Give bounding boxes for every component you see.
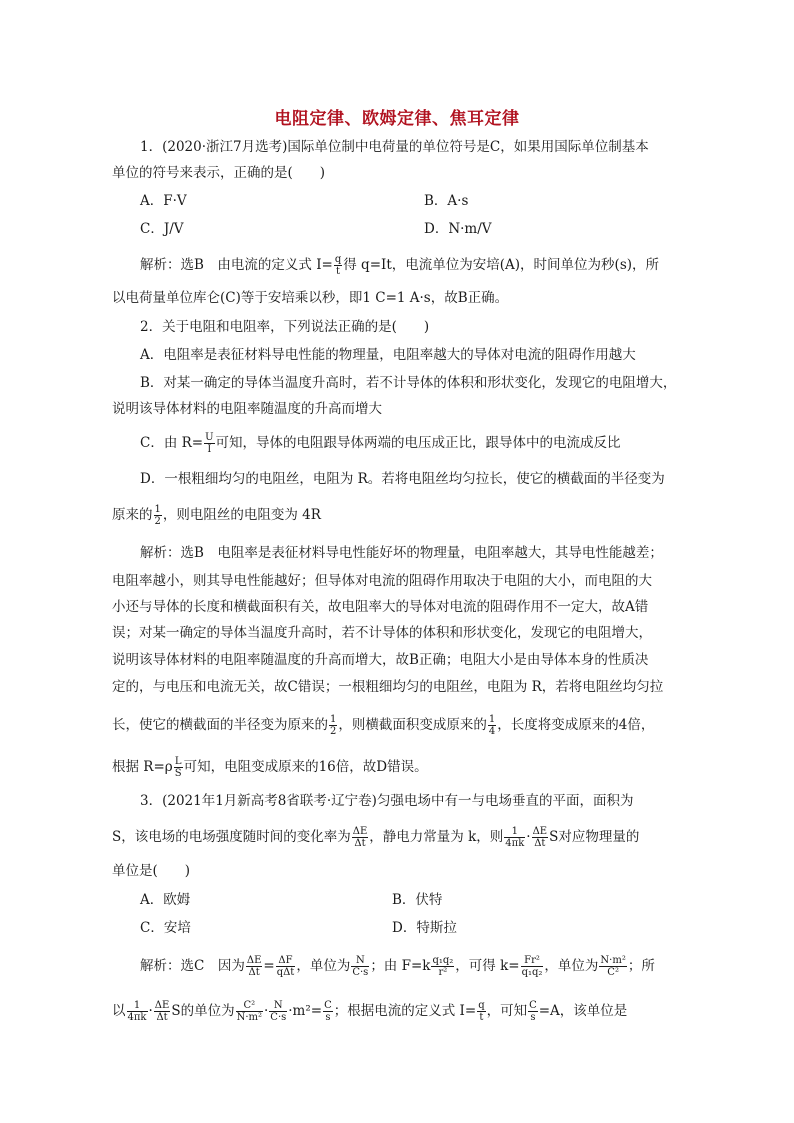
q2-explanation-line-6: 定的，与电压和电流无关，故C错误；一根粗细均匀的电阻丝，电阻为 R，若将电阻丝均匀拉	[112, 679, 664, 695]
numerator: 1	[504, 826, 525, 838]
fraction-delta-f-over-q-delta-t	[276, 955, 296, 978]
numerator: L	[174, 756, 182, 767]
text: 得 q=It，电流单位为安培(A)，时间单位为秒(s)，所	[343, 257, 660, 273]
numerator: N·m²	[600, 955, 626, 966]
denominator: t	[336, 266, 341, 277]
denominator: 2	[154, 516, 161, 527]
q2-option-d-line-1: D．一根粗细均匀的电阻丝，电阻为 R。若将电阻丝均匀拉长，使它的横截面的半径变为	[140, 471, 665, 487]
text: 可知，电阻变成原来的16倍，故D错误。	[183, 759, 428, 775]
denominator: s	[325, 1012, 331, 1023]
q2-stem: 2．关于电阻和电阻率，下列说法正确的是( )	[140, 319, 430, 335]
q3-stem-line-3: 单位是( )	[112, 863, 191, 879]
numerator: C²	[236, 1000, 263, 1012]
fraction-coulomb-law	[431, 955, 454, 978]
numerator: N	[351, 955, 369, 967]
numerator: ΔE	[154, 1000, 170, 1011]
numerator: N	[269, 1000, 287, 1012]
fraction-one-half	[329, 714, 337, 737]
q2-option-b-line-2: 说明该导体材料的电阻率随温度的升高而增大	[112, 401, 382, 417]
numerator: C	[529, 1000, 537, 1011]
fraction-q-over-t	[477, 1000, 485, 1023]
q1-option-b: B．A·s	[424, 193, 469, 209]
q1-option-d: D．N·m/V	[424, 221, 492, 237]
denominator: Δt	[534, 838, 546, 849]
fraction-one-over-4-pi-k	[504, 826, 525, 849]
fraction-delta-e-over-delta-t	[246, 955, 263, 978]
q3-stem-line-2: S，该电场的电场强度随时间的变化率为 $\frac{\Delta E}{\Delta t}$ ，静电力常量为 k，则 $\frac{1}{4\pi k}$ · $\frac{\Delta E}{\Delta t}$ S对应物理量的	[112, 826, 640, 849]
q1-stem-line-1: 1．(2020·浙江7月选考)国际单位制中电荷量的单位符号是C，如果用国际单位制基本	[140, 139, 649, 155]
q2-explanation-line-2: 电阻率越小，则其导电性能越好；但导体对电流的阻碍作用取决于电阻的大小，而电阻的大	[112, 573, 652, 589]
page-title: 电阻定律、欧姆定律、焦耳定律	[274, 109, 520, 129]
fraction-u-over-i	[204, 432, 214, 455]
numerator: ΔF	[276, 955, 296, 967]
q3-option-a: A．欧姆	[140, 892, 191, 908]
q3-option-d: D．特斯拉	[392, 920, 457, 936]
numerator: q₁q₂	[432, 955, 454, 966]
q1-explanation-line-2: 以电荷量单位库仑(C)等于安培乘以秒，即1 C=1 A·s，故B正确。	[112, 290, 509, 306]
fraction-delta-e-over-delta-t	[154, 1000, 171, 1023]
text: 根据 R=ρ	[112, 759, 173, 775]
q2-option-c	[140, 432, 621, 455]
q2-explanation-line-3: 小还与导体的长度和横截面积有关，故电阻率大的导体对电流的阻碍作用不一定大，故A错	[112, 599, 649, 615]
q2-explanation-line-1: 解析：选B 电阻率是表征材料导电性能好坏的物理量，电阻率越大，其导电性能越差；	[140, 545, 663, 561]
q1-option-a: A．F·V	[140, 193, 187, 209]
fraction-one-over-4-pi-k	[127, 1000, 148, 1023]
text: ，单位为	[296, 958, 351, 974]
fraction-q-over-t	[334, 254, 342, 277]
text: 以	[112, 1003, 126, 1019]
denominator: S	[174, 768, 182, 779]
denominator: N·m²	[236, 1012, 262, 1023]
numerator: 1	[330, 714, 337, 725]
denominator: 4πk	[505, 838, 525, 849]
fraction-unit-c2-over-nm2	[236, 1000, 263, 1023]
text: ，单位为	[544, 958, 599, 974]
text: S，该电场的电场强度随时间的变化率为	[112, 829, 351, 845]
text: ，则电阻丝的电阻变为 4R	[162, 507, 321, 523]
q1-explanation-line-1	[140, 254, 659, 277]
numerator: q	[478, 1000, 485, 1011]
text: ，可知	[486, 1003, 528, 1019]
q2-explanation-line-8	[112, 756, 428, 779]
denominator: C·s	[352, 967, 369, 978]
denominator: 2	[330, 726, 337, 737]
fraction-k-expression	[521, 955, 544, 978]
numerator: ΔE	[352, 826, 368, 837]
numerator: Fr²	[521, 955, 544, 967]
denominator: 4	[488, 726, 496, 737]
denominator: Δt	[156, 1012, 168, 1023]
q3-explanation-line-1: 解析：选C 因为 $\frac{\Delta E}{\Delta t}$ = $\frac{\Delta F}{\text{qΔt}}$ ，单位为 $\frac{N}{C\cdot s}$ ；由 F=k $\frac{\text{q₁q₂}}{\text{r²}}$ ，可得 k= $\frac{\text{Fr²}}{\text{q₁q₂}}$ ，单位为 $\frac{\text{N·m²}}{\text{C²}}$ ；所	[140, 955, 655, 978]
denominator: qΔt	[276, 967, 295, 978]
fraction-one-half	[154, 504, 162, 527]
denominator: r²	[438, 967, 448, 978]
text: ，长度将变成原来的4倍，	[497, 717, 655, 733]
text: ；由 F=k	[370, 958, 431, 974]
text: 可知，导体的电阻跟导体两端的电压成正比，跟导体中的电流成反比	[215, 435, 621, 451]
fraction-l-over-s	[174, 756, 183, 779]
denominator: C²	[607, 967, 619, 978]
q2-option-a: A．电阻率是表征材料导电性能的物理量，电阻率越大的导体对电流的阻碍作用越大	[140, 347, 636, 363]
fraction-unit-n-over-cs	[269, 1000, 287, 1023]
numerator: C	[324, 1000, 332, 1011]
text: =A，该单位是	[538, 1003, 628, 1019]
numerator: ΔE	[246, 955, 262, 966]
q2-explanation-line-4: 误；对某一确定的导体当温度升高时，若不计导体的体积和形状变化，发现它的电阻增大，	[112, 625, 652, 641]
fraction-unit-c-over-s	[528, 1000, 538, 1023]
numerator: 1	[488, 714, 496, 725]
fraction-unit-c-over-s	[323, 1000, 333, 1023]
denominator: 4πk	[127, 1012, 147, 1023]
numerator: q	[334, 254, 342, 265]
q3-option-b: B．伏特	[392, 892, 443, 908]
denominator: C·s	[270, 1012, 287, 1023]
q1-option-c: C．J/V	[140, 221, 184, 237]
denominator: q₁q₂	[521, 967, 543, 978]
text: S对应物理量的	[549, 829, 640, 845]
numerator: ΔE	[532, 826, 548, 837]
q3-stem-line-1: 3．(2021年1月新高考8省联考·辽宁卷)匀强电场中有一与电场垂直的平面，面积为	[140, 793, 634, 809]
text: 原来的	[112, 507, 153, 523]
q2-explanation-line-7	[112, 714, 654, 737]
q1-stem-line-2: 单位的符号来表示，正确的是( )	[112, 165, 326, 181]
text: ，则横截面积变成原来的	[338, 717, 487, 733]
text: 解析：选C 因为	[140, 958, 245, 974]
text: ；所	[627, 958, 655, 974]
fraction-unit-nm2-over-c2	[599, 955, 626, 978]
numerator: 1	[127, 1000, 148, 1012]
text: ·m²=	[288, 1003, 323, 1019]
q3-explanation-line-2: 以 $\frac{1}{4\pi k}$ · $\frac{\Delta E}{\Delta t}$ S的单位为 $\frac{\text{C²}}{\text{N·m²}}$ · $\frac{N}{C\cdot s}$ ·m²= $\frac{C}{s}$ ；根据电流的定义式 I= $\frac{q}{t}$ ，可知 $\frac{C}{s}$ =A，该单位是	[112, 1000, 628, 1023]
text: ，可得 k=	[455, 958, 520, 974]
q2-explanation-line-5: 说明该导体材料的电阻率随温度的升高而增大，故B正确；电阻大小是由导体本身的性质决	[112, 652, 649, 668]
fraction-unit-n-over-cs	[351, 955, 369, 978]
denominator: Δt	[248, 967, 260, 978]
q2-option-d-line-2	[112, 504, 321, 527]
denominator: s	[530, 1012, 536, 1023]
fraction-delta-e-over-delta-t	[532, 826, 549, 849]
text: C．由 R=	[140, 435, 204, 451]
fraction-one-quarter	[488, 714, 496, 737]
denominator: I	[207, 444, 212, 455]
q2-option-b-line-1: B．对某一确定的导体当温度升高时，若不计导体的体积和形状变化，发现它的电阻增大，	[140, 375, 677, 391]
denominator: Δt	[354, 838, 366, 849]
text: ；根据电流的定义式 I=	[333, 1003, 477, 1019]
numerator: U	[205, 432, 214, 443]
fraction-delta-e-over-delta-t	[352, 826, 369, 849]
q3-option-c: C．安培	[140, 920, 191, 936]
denominator: t	[479, 1012, 484, 1023]
text: 长，使它的横截面的半径变为原来的	[112, 717, 328, 733]
text: ，静电力常量为 k，则	[369, 829, 504, 845]
text: 解析：选B 由电流的定义式 I=	[140, 257, 333, 273]
numerator: 1	[154, 504, 161, 515]
text: S的单位为	[171, 1003, 235, 1019]
